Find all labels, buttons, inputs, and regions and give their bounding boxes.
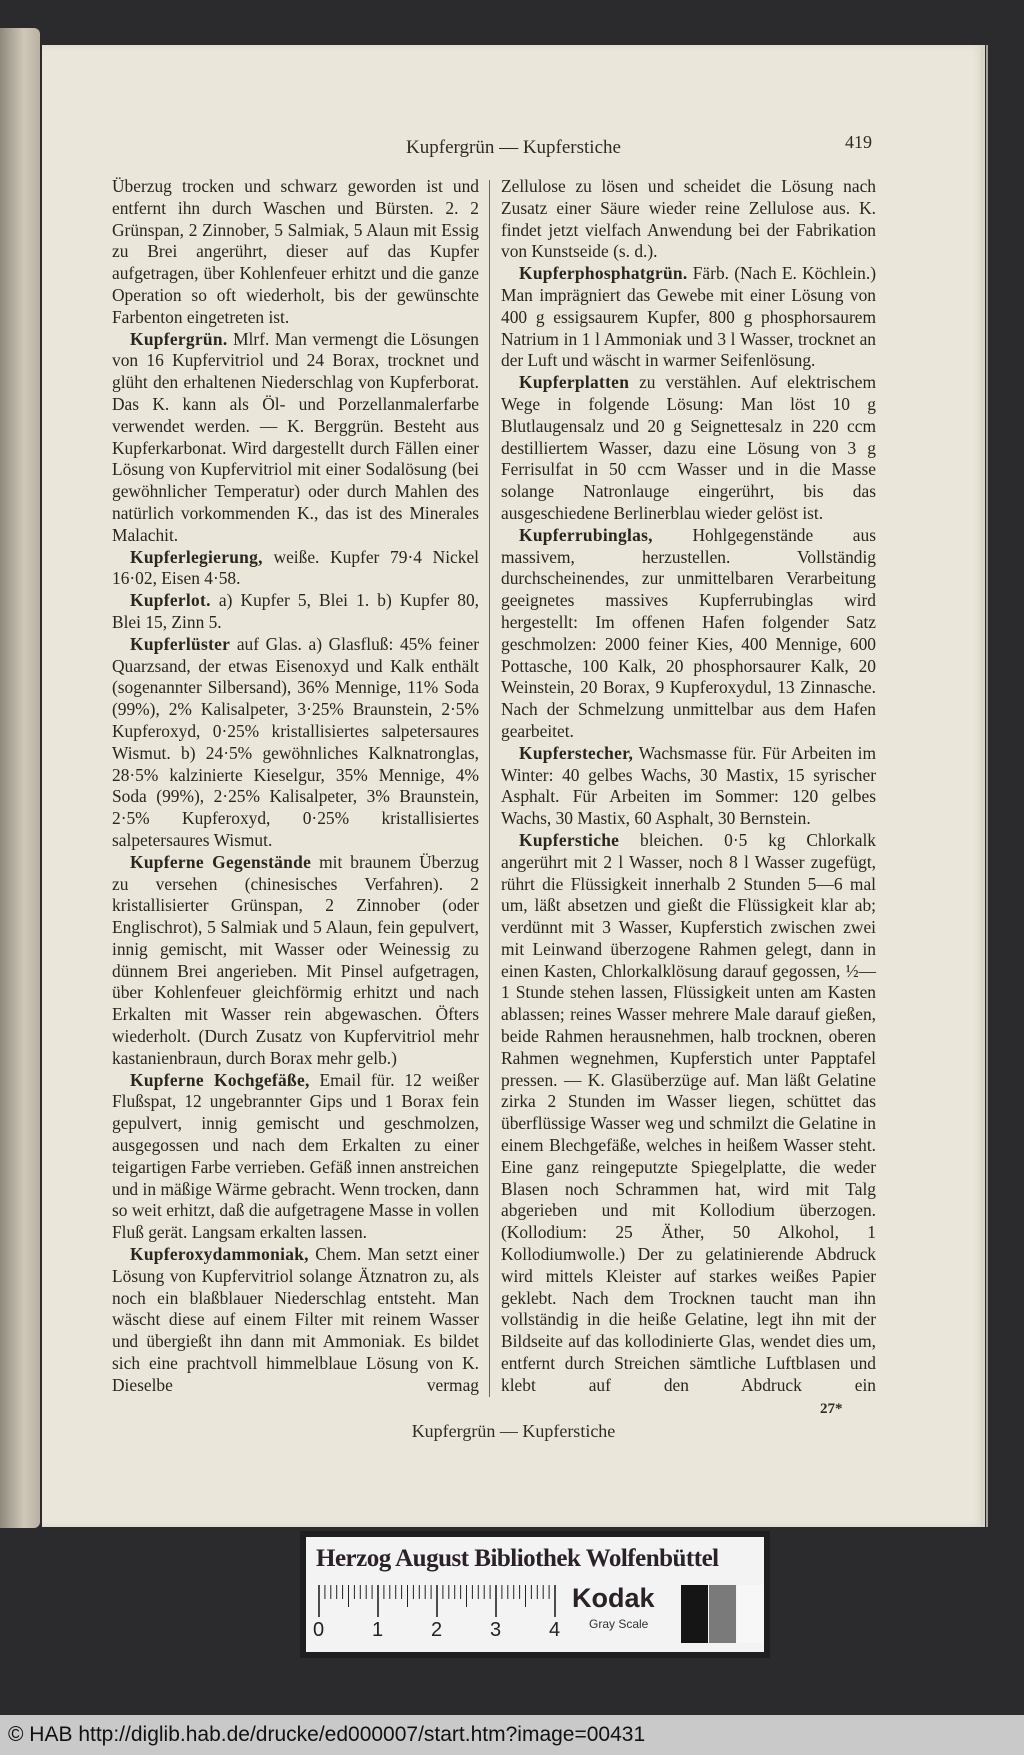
dictionary-entry: [501, 372, 876, 525]
gray-swatch: [681, 1585, 708, 1643]
entry-headword: Kupferstecher,: [519, 742, 634, 763]
page-number: 419: [845, 132, 872, 152]
copyright-bar: © HAB http://diglib.hab.de/drucke/ed000007/start.htm?image=00431: [0, 1715, 1024, 1755]
entry-text: bleichen. 0·5 kg Chlorkalk angerührt mit 2 l Wasser, noch 8 l Wasser zugefügt, rührt die Flüssigkeit innerhalb 2 Stunden 5—6 mal um, läßt absetzen und gießt die Flüssigkeit klar ab; verdünnt mit 3 Wasser, Kupferstich zwischen zwei mit Leinwand überzogene Rahmen gelegt, dann in einen Kasten, Chlorkalklösung darauf gegossen, ½—1 Stunde stehen lassen, Flüssigkeit unten am Kasten ablassen; reines Wasser mehrere Male darauf gießen, beide Rahmen herausnehmen, halb trocknen, oberen Rahmen wegnehmen, Kupferstich unter Papptafel pressen. — K. Glasüberzüge auf. Man läßt Gelatine zirka 2 Stunden im Wasser liegen, schüttet das überflüssige Wasser weg und schmilzt die Gelatine in einem Blechgefäße, welches in heißem Wasser steht. Eine ganz reingeputzte Spiegelplatte, die weder Blasen noch Schrammen hat, wird mit Talg abgerieben und mit Kollodium überzogen. (Kollodium: 25 Äther, 50 Alkohol, 1 Kollodiumwolle.) Der zu gelatinierende Abdruck wird mittels Kleister auf starkes weißes Papier geklebt. Nach dem Trocknen taucht man ihn vollständig in die heiße Gelatine, legt ihn mit der Bildseite auf das kollodinierte Glas, wendet dies um, entfernt durch Streichen sämtliche Luftblasen und klebt auf den Abdruck ein: [501, 829, 876, 1395]
running-footer: Kupfergrün — Kupferstiche: [411, 1421, 616, 1441]
kodak-logo: Kodak: [572, 1583, 655, 1613]
entry-text: Email für. 12 weißer Flußspat, 12 ungebrannter Gips und 1 Borax fein gepulvert, innig gemischt und geschmolzen, ausgegossen und nach dem Erkalten zu einer teigartigen Farbe verrieben. Gefäß innen anstreichen und in mäßige Wärme gebracht. Wenn trocken, dann so weit erhitzt, daß die aufgetragene Masse in vollen Fluß gerät. Langsam erkalten lassen.: [112, 1069, 480, 1243]
running-header: Kupfergrün — Kupferstiche: [406, 137, 621, 158]
column-divider: [489, 180, 490, 1397]
color-target-card: [300, 1531, 770, 1658]
entry-text: Chem. Man setzt einer Lösung von Kupfervitriol solange Ätznatron zu, als noch ein blaßblauer Niederschlag entsteht. Man wäscht diese auf einem Filter mit reinem Wasser und übergießt ihn dann mit Ammoniak. Es bildet sich eine prachtvoll himmelblaue Lösung von K. Dieselbe vermag: [112, 1244, 479, 1395]
dictionary-entry: [501, 743, 876, 830]
ruler-number: 3: [490, 1619, 502, 1641]
left-column: [112, 176, 479, 1397]
entry-headword: Kupferrubinglas,: [519, 524, 653, 545]
ruler-number: 2: [431, 1619, 443, 1641]
entry-text: Hohlgegenstände aus massivem, herzustellen. Vollständig durchscheinendes, zur unmittelbaren Verarbeitung geeignetes massives Kupferrubinglas wird hergestellt: Im offenen Hafen folgender Satz geschmolzen: 2000 feiner Kies, 400 Mennige, 600 Pottasche, 100 Kalk, 20 phosphorsaurer Kalk, 20 Weinstein, 20 Borax, 9 Kupferoxydul, 13 Zinnasche. Nach der Schmelzung unmittelbar aus dem Hafen gearbeitet.: [501, 524, 876, 741]
entry-text: weiße. Kupfer 79·4 Nickel 16·02, Eisen 4·58.: [112, 546, 479, 589]
page-edge-line: [981, 45, 983, 1527]
continued-text: [112, 176, 479, 329]
entry-headword: Kupferne Kochgefäße,: [130, 1069, 310, 1090]
entry-headword: Kupferstiche: [519, 829, 620, 850]
dictionary-entry: [112, 590, 479, 634]
gray-swatch: [737, 1585, 764, 1643]
right-column: [501, 176, 876, 1397]
entry-text: zu verstählen. Auf elektrischem Wege in folgende Lösung: Man löst 10 g Blutlaugensalz und 20 g Seignettesalz in 220 ccm destilliertem Wasser, dazu eine Lösung von 3 g Ferrisulfat in 50 ccm Wasser und in die Masse solange Natronlauge eingerührt, bis das ausgeschiedene Berlinerblau wieder gelöst ist.: [501, 372, 876, 523]
dictionary-entry: [112, 634, 479, 852]
dictionary-entry: [112, 1070, 479, 1244]
entry-text: Mlrf. Man vermengt die Lösungen von 16 Kupfervitriol und 24 Borax, trocknet und glüht den erhaltenen Niederschlag von Kupferborat. Das K. kann als Öl- und Porzellanmalerfarbe verwendet werden. — K. Berggrün. Besteht aus Kupferkarbonat. Wird dargestellt durch Fällen einer Lösung von Kupfervitriol mit einer Sodalösung (bei gewöhnlicher Temperatur) oder durch Mahlen des natürlich vorkommenden K., das ist des Minerales Malachit.: [112, 328, 479, 545]
entry-headword: Kupferplatten: [519, 372, 630, 393]
dictionary-entry: [501, 525, 876, 743]
entry-text: Überzug trocken und schwarz geworden ist und entfernt ihn durch Waschen und Bürsten. 2. 2 Grünspan, 2 Zinnober, 5 Salmiak, 5 Alaun mit Essig zu Brei angerührt, dieser auf das Kupfer aufgetragen, über Kohlenfeuer erhitzt und die ganze Operation so oft wiederholt, bis der gewünschte Farbenton eingetreten ist.: [112, 176, 479, 327]
ruler-scale: [318, 1585, 558, 1621]
dictionary-entry: [501, 830, 876, 1397]
entry-headword: Kupferphosphatgrün.: [519, 263, 688, 284]
entry-headword: Kupferlot.: [130, 590, 211, 611]
entry-text: Zellulose zu lösen und scheidet die Lösung nach Zusatz einer Säure wieder reine Zellulose aus. K. findet jetzt vielfach Anwendung bei der Fabrikation von Kunstseide (s. d.).: [501, 176, 876, 262]
dictionary-entry: [112, 1244, 479, 1397]
signature-mark: 27*: [820, 1401, 843, 1417]
dictionary-entry: [112, 329, 479, 547]
dictionary-entry: [501, 263, 876, 372]
entry-text: a) Kupfer 5, Blei 1. b) Kupfer 80, Blei 15, Zinn 5.: [112, 590, 479, 632]
ruler-number: 4: [549, 1619, 561, 1641]
gray-scale-label: Gray Scale: [589, 1617, 649, 1631]
continued-text: [501, 176, 876, 263]
entry-text: Wachsmasse für. Für Arbeiten im Winter: 40 gelbes Wachs, 30 Mastix, 15 syrischer Asphalt. Für Arbeiten im Sommer: 120 gelbes Wachs, 30 Mastix, 60 Asphalt, 30 Bernstein.: [501, 742, 876, 829]
entry-text: mit braunem Überzug zu versehen (chinesisches Verfahren). 2 kristallisierter Grünspan, 2 Zinnober (oder Englischrot), 5 Salmiak und 5 Alaun, fein gepulvert, innig gemischt, mit Wasser oder Weinessig zu dünnem Brei angerieben. Mit Pinsel aufgetragen, über Kohlenfeuer gleichförmig erhitzt und nach Erkalten mit Wasser rein abgewaschen. Öfters wiederholt. (Durch Zusatz von Kupfervitriol mehr kastanienbraun, durch Borax mehr gelb.): [112, 851, 479, 1068]
gray-swatch: [709, 1585, 736, 1643]
entry-headword: Kupferlüster: [130, 633, 231, 654]
previous-page-edge: [0, 28, 40, 1528]
entry-headword: Kupferne Gegenstände: [130, 851, 312, 872]
entry-text: Färb. (Nach E. Köchlein.) Man imprägniert das Gewebe mit einer Lösung von 400 g essigsaurem Kupfer, 800 g phosphorsaurem Natrium in 1 l Ammoniak und 3 l Wasser, trocknet an der Luft und wäscht in warmer Seifenlösung.: [501, 263, 876, 371]
page-edge-line: [986, 45, 988, 1527]
ruler-number: 0: [313, 1619, 325, 1641]
entry-headword: Kupferlegierung,: [130, 546, 263, 567]
dictionary-entry: [112, 852, 479, 1070]
ruler-number: 1: [372, 1619, 384, 1641]
dictionary-entry: [112, 547, 479, 591]
library-name: Herzog August Bibliothek Wolfenbüttel: [316, 1545, 719, 1572]
entry-headword: Kupferoxydammoniak,: [130, 1244, 309, 1265]
entry-headword: Kupfergrün.: [130, 328, 228, 349]
entry-text: auf Glas. a) Glasfluß: 45% feiner Quarzsand, der etwas Eisenoxyd und Kalk enthält (sogenannter Silbersand), 36% Mennige, 11% Soda (99%), 2% Kalisalpeter, 3·25% Braunstein, 2·5% Kupferoxyd, 0·25% kristallisiertes salpetersaures Wismut. b) 24·5% gewöhnliches Kalknatronglas, 28·5% kalzinierte Kieselgur, 35% Mennige, 4% Soda (99%), 2·25% Kalisalpeter, 3% Braunstein, 2·5% Kupferoxyd, 0·25% kristallisiertes salpetersaures Wismut.: [112, 633, 479, 850]
